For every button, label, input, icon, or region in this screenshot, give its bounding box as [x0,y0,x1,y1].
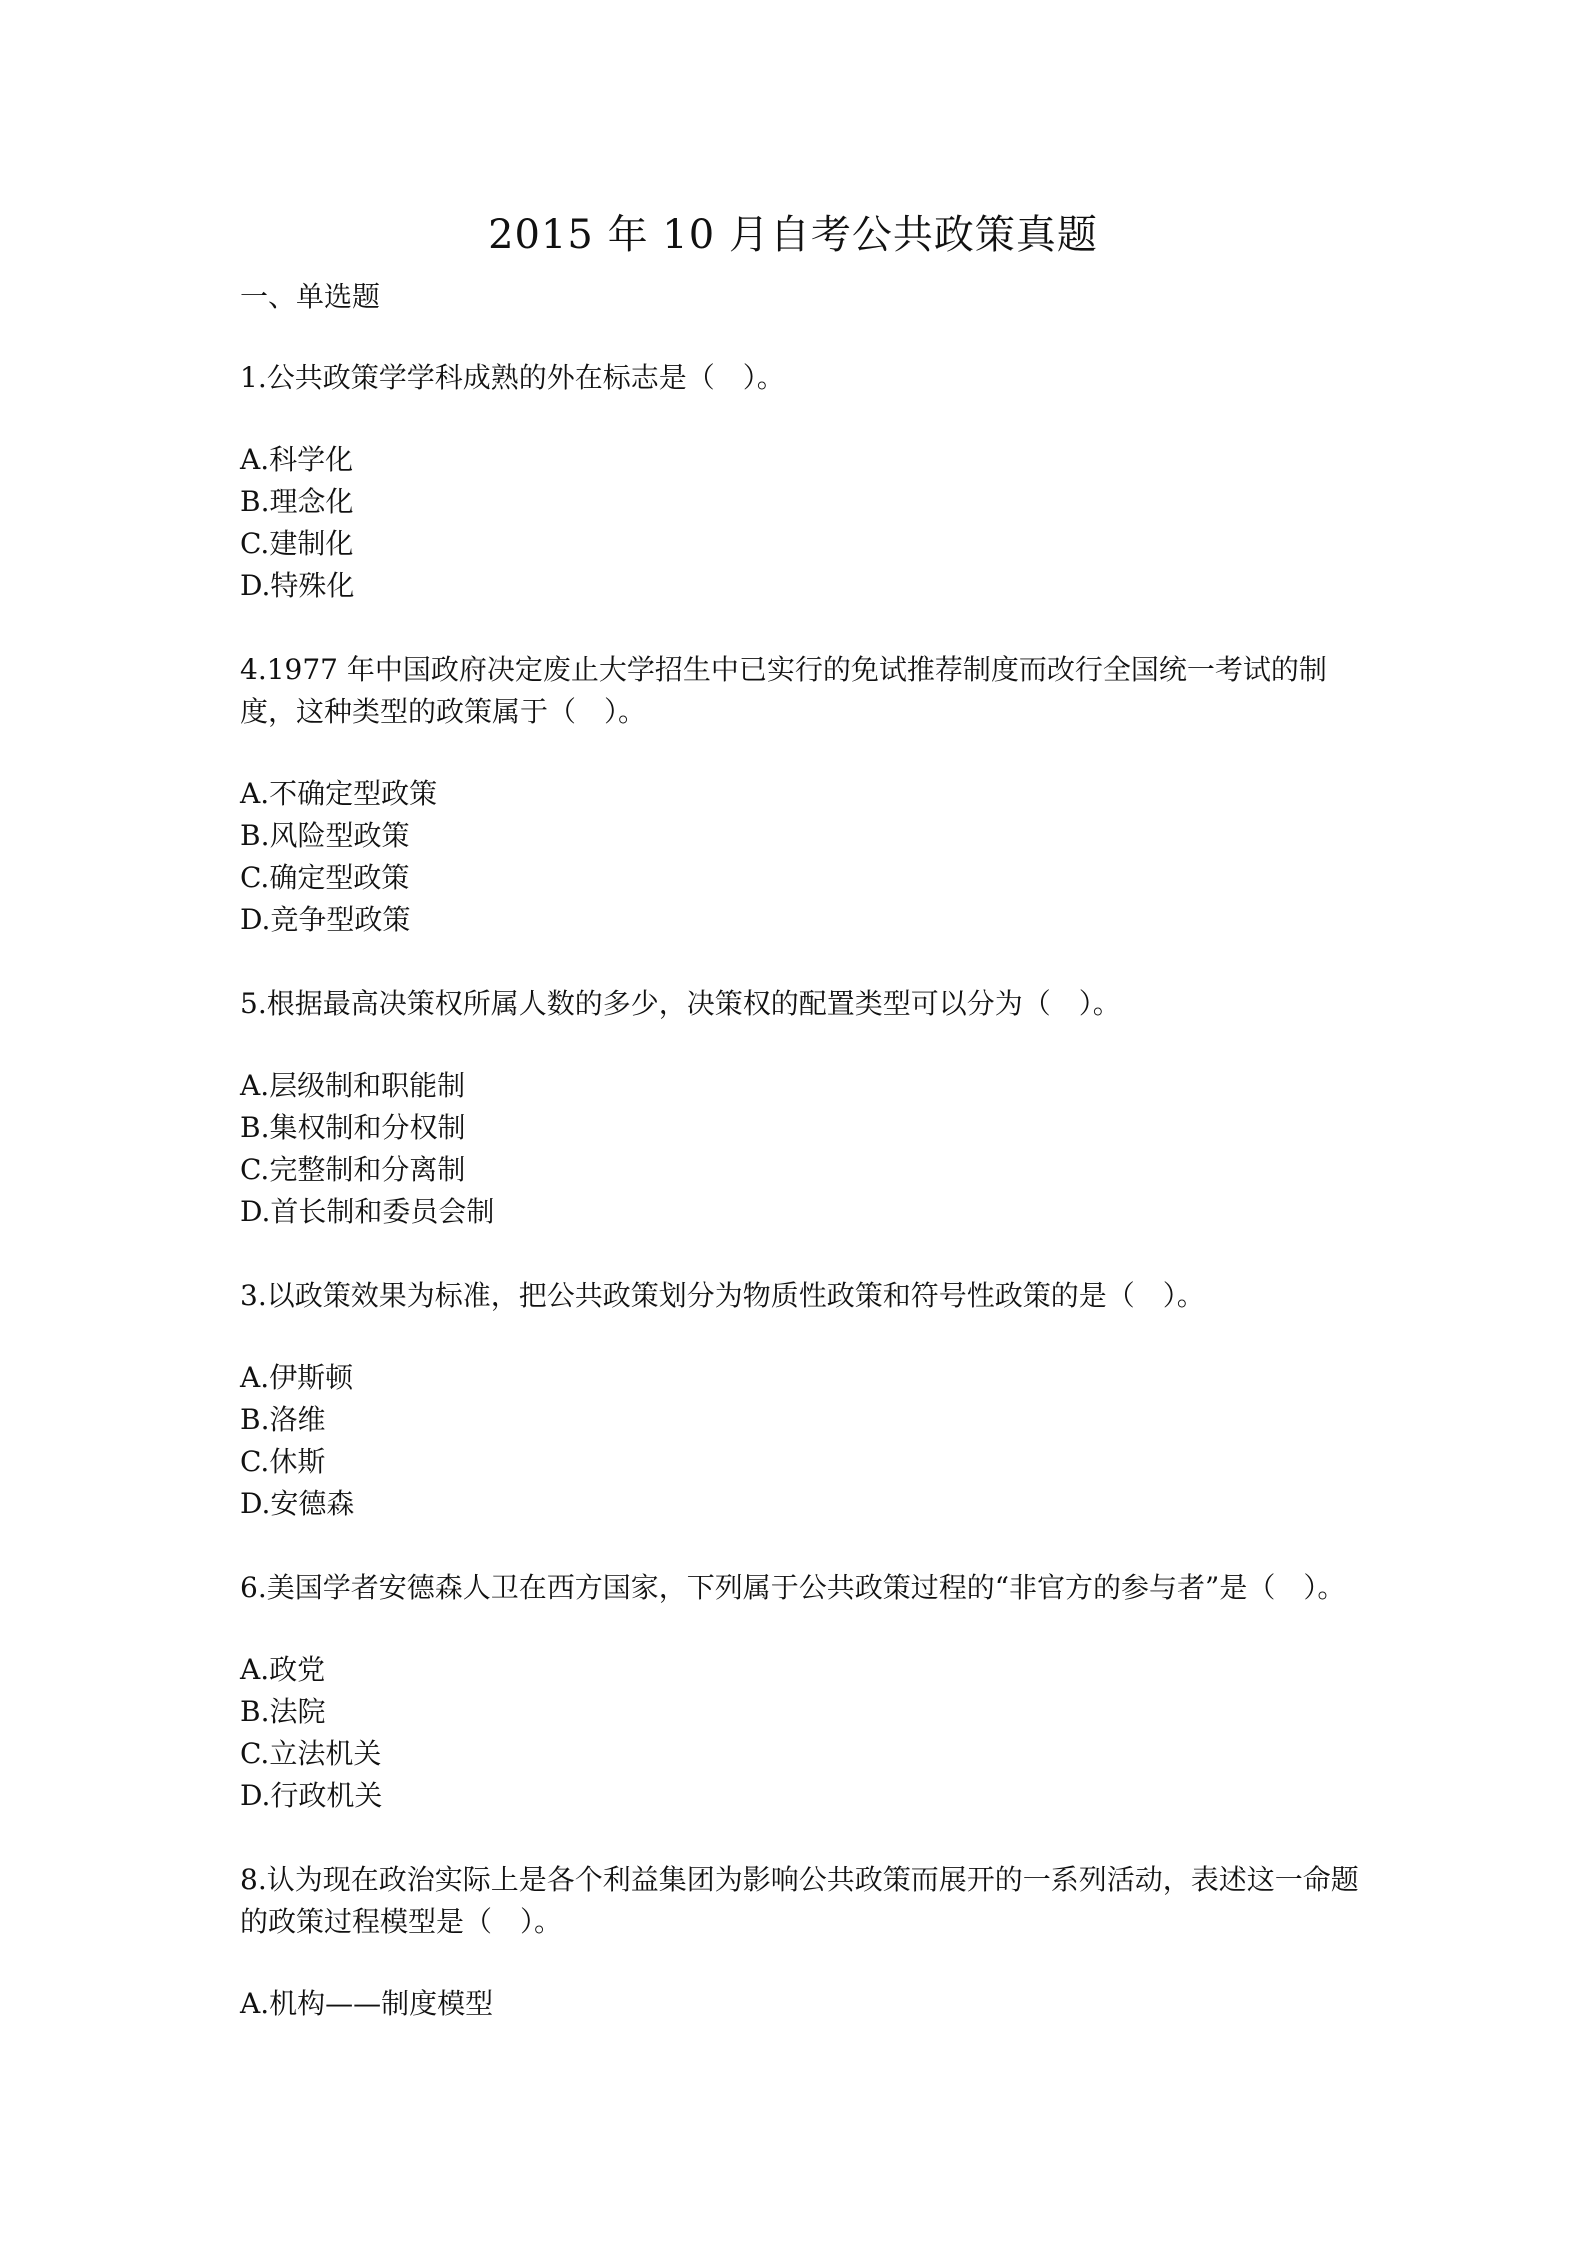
option-a: A.科学化 [240,443,354,476]
option-list [240,773,1360,941]
question-item [240,1859,1360,2025]
question-item [240,357,1360,607]
document-title: 2015 年 10 月自考公共政策真题 [488,212,1098,258]
question-item [240,649,1360,941]
option-b: B.理念化 [240,485,354,518]
section-heading: 一、单选题 [240,280,381,313]
question-stem: 5.根据最高决策权所属人数的多少，决策权的配置类型可以分为（ ）。 [240,987,1121,1020]
option-c: C.完整制和分离制 [240,1153,466,1186]
option-d: D.竞争型政策 [240,903,411,936]
option-list [240,1357,1360,1525]
option-a: A.政党 [240,1653,326,1686]
question-item [240,1275,1360,1525]
option-list [240,1065,1360,1233]
option-a: A.不确定型政策 [240,777,438,810]
option-d: D.行政机关 [240,1779,383,1812]
option-c: C.休斯 [240,1445,326,1478]
option-d: D.首长制和委员会制 [240,1195,495,1228]
question-item [240,1567,1360,1817]
question-stem: 3.以政策效果为标准，把公共政策划分为物质性政策和符号性政策的是（ ）。 [240,1279,1205,1312]
option-c: C.确定型政策 [240,861,410,894]
question-stem: 1.公共政策学学科成熟的外在标志是（ ）。 [240,361,785,394]
question-item [240,983,1360,1233]
option-list [240,439,1360,607]
option-list [240,1649,1360,1817]
option-a: A.机构——制度模型 [240,1987,494,2020]
option-list [240,1983,1360,2025]
option-d: D.特殊化 [240,569,355,602]
question-stem: 8.认为现在政治实际上是各个利益集团为影响公共政策而展开的一系列活动，表述这一命题的政策过程模型是（ ）。 [240,1863,1359,1938]
question-stem: 4.1977 年中国政府决定废止大学招生中已实行的免试推荐制度而改行全国统一考试的制度，这种类型的政策属于（ ）。 [240,653,1327,728]
option-b: B.洛维 [240,1403,326,1436]
option-b: B.集权制和分权制 [240,1111,466,1144]
option-c: C.立法机关 [240,1737,382,1770]
option-b: B.法院 [240,1695,326,1728]
option-b: B.风险型政策 [240,819,410,852]
question-stem: 6.美国学者安德森人卫在西方国家，下列属于公共政策过程的“非官方的参与者”是（ ）。 [240,1571,1346,1604]
option-d: D.安德森 [240,1487,355,1520]
option-c: C.建制化 [240,527,354,560]
option-a: A.伊斯顿 [240,1361,354,1394]
question-list [240,357,1360,2067]
option-a: A.层级制和职能制 [240,1069,466,1102]
